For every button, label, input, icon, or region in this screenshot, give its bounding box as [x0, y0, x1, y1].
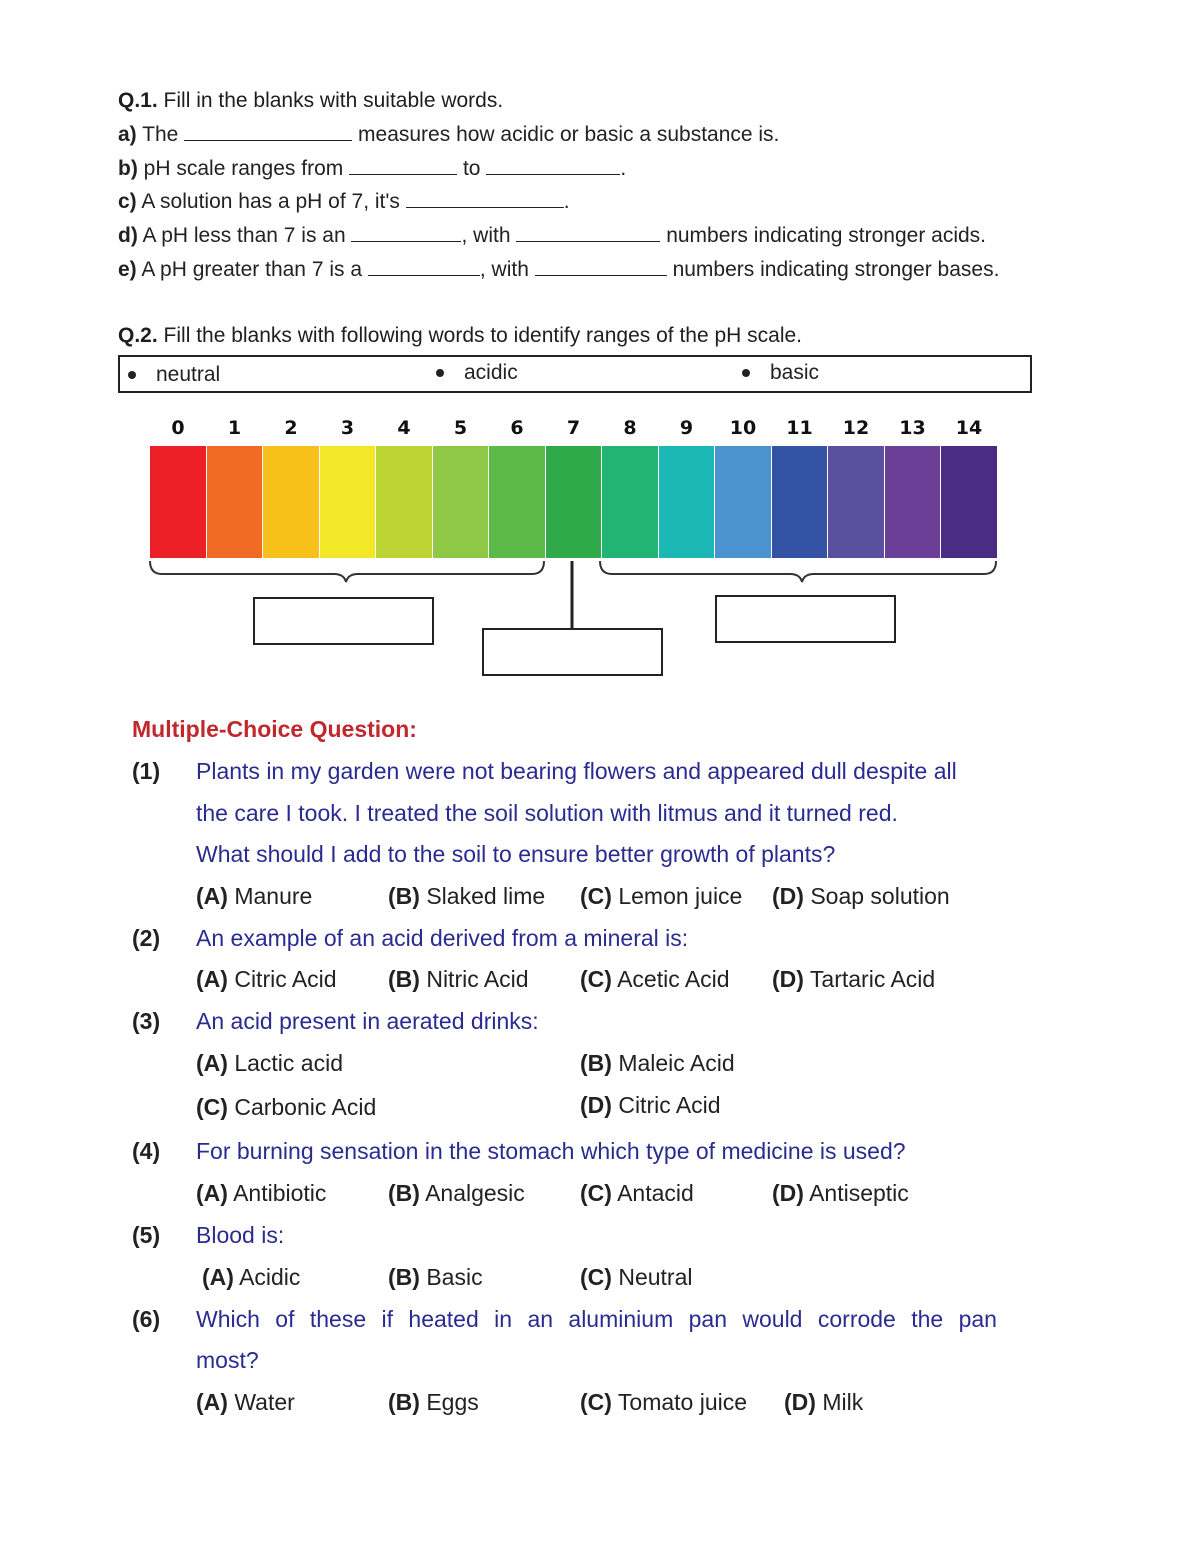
- word-bank-item-acidic: acidic: [436, 361, 518, 385]
- mcq-title: Multiple-Choice Question:: [132, 716, 417, 742]
- acidic-bracket: [150, 561, 544, 582]
- option-c[interactable]: (C) Tomato juice: [580, 1389, 748, 1415]
- q1-line-c: c) A solution has a pH of 7, it's .: [118, 190, 570, 213]
- option-b[interactable]: (B) Maleic Acid: [580, 1050, 735, 1076]
- option-b[interactable]: (B) Nitric Acid: [388, 966, 529, 992]
- q1-line-b: b) pH scale ranges from to .: [118, 157, 627, 180]
- ph-number: 8: [623, 417, 637, 439]
- question-text: An example of an acid derived from a mineral is:: [196, 925, 689, 951]
- ph-number: 0: [171, 417, 185, 439]
- word-bank-item-basic: basic: [742, 361, 819, 385]
- question-number: (3): [132, 1008, 161, 1034]
- question-text: most?: [196, 1347, 259, 1373]
- question-text: Blood is:: [196, 1222, 285, 1248]
- question-number: (6): [132, 1306, 161, 1332]
- ph-number: 3: [340, 417, 355, 439]
- answer-box-neutral[interactable]: [482, 628, 663, 676]
- option-c[interactable]: (C) Acetic Acid: [580, 966, 730, 992]
- q1-line-e: e) A pH greater than 7 is a , with numbers indicating stronger bases.: [118, 258, 1000, 281]
- q1-line-a: a) The measures how acidic or basic a substance is.: [118, 123, 780, 146]
- option-c[interactable]: (C) Neutral: [580, 1264, 693, 1290]
- question-number: (2): [132, 925, 161, 951]
- question-text: Which of these if heated in an aluminium pan would corrode the pan: [196, 1306, 997, 1332]
- ph-number: 10: [729, 417, 757, 439]
- ph-brackets: [0, 0, 1200, 700]
- ph-number: 1: [227, 417, 242, 439]
- option-c[interactable]: (C) Lemon juice: [580, 883, 743, 909]
- ph-number: 11: [786, 417, 813, 439]
- option-a[interactable]: (A) Antibiotic: [196, 1180, 327, 1206]
- option-d[interactable]: (D) Citric Acid: [580, 1092, 721, 1118]
- answer-box-basic[interactable]: [715, 595, 896, 643]
- question-text: An acid present in aerated drinks:: [196, 1008, 539, 1034]
- ph-number: 6: [510, 417, 524, 439]
- option-c[interactable]: (C) Antacid: [580, 1180, 694, 1206]
- q1-label: Q.1.: [118, 89, 158, 112]
- q2-title: Fill the blanks with following words to identify ranges of the pH scale.: [163, 324, 803, 347]
- option-d[interactable]: (D) Tartaric Acid: [772, 966, 936, 992]
- ph-number: 7: [566, 417, 581, 439]
- option-d[interactable]: (D) Antiseptic: [772, 1180, 909, 1206]
- option-a[interactable]: (A) Acidic: [202, 1264, 301, 1290]
- option-a[interactable]: (A) Citric Acid: [196, 966, 337, 992]
- option-a[interactable]: (A) Lactic acid: [196, 1050, 343, 1076]
- question-text: the care I took. I treated the soil solution with litmus and it turned red.: [196, 800, 898, 826]
- question-number: (1): [132, 758, 161, 784]
- basic-bracket: [600, 561, 996, 582]
- option-b[interactable]: (B) Analgesic: [388, 1180, 525, 1206]
- ph-number: 2: [284, 417, 298, 439]
- option-c[interactable]: (C) Carbonic Acid: [196, 1094, 377, 1120]
- question-number: (5): [132, 1222, 161, 1248]
- answer-box-acidic[interactable]: [253, 597, 434, 645]
- question-text: Plants in my garden were not bearing flowers and appeared dull despite all: [196, 758, 957, 784]
- question-number: (4): [132, 1138, 161, 1164]
- word-bank-item-neutral: neutral: [128, 363, 220, 387]
- ph-number: 13: [899, 417, 926, 439]
- option-b[interactable]: (B) Basic: [388, 1264, 483, 1290]
- ph-number: 14: [955, 417, 983, 439]
- option-b[interactable]: (B) Eggs: [388, 1389, 479, 1415]
- question-text: For burning sensation in the stomach which type of medicine is used?: [196, 1138, 906, 1164]
- option-d[interactable]: (D) Soap solution: [772, 883, 950, 909]
- option-a[interactable]: (A) Manure: [196, 883, 313, 909]
- question-text: What should I add to the soil to ensure better growth of plants?: [196, 841, 836, 867]
- q1-line-d: d) A pH less than 7 is an , with numbers indicating stronger acids.: [118, 224, 987, 247]
- ph-number: 9: [679, 417, 694, 439]
- option-d[interactable]: (D) Milk: [784, 1389, 864, 1415]
- ph-number: 5: [453, 417, 468, 439]
- q2-label: Q.2.: [118, 324, 158, 347]
- ph-number: 4: [397, 417, 411, 439]
- ph-number: 12: [842, 417, 870, 439]
- option-a[interactable]: (A) Water: [196, 1389, 295, 1415]
- q1-title: Fill in the blanks with suitable words.: [163, 89, 504, 112]
- option-b[interactable]: (B) Slaked lime: [388, 883, 546, 909]
